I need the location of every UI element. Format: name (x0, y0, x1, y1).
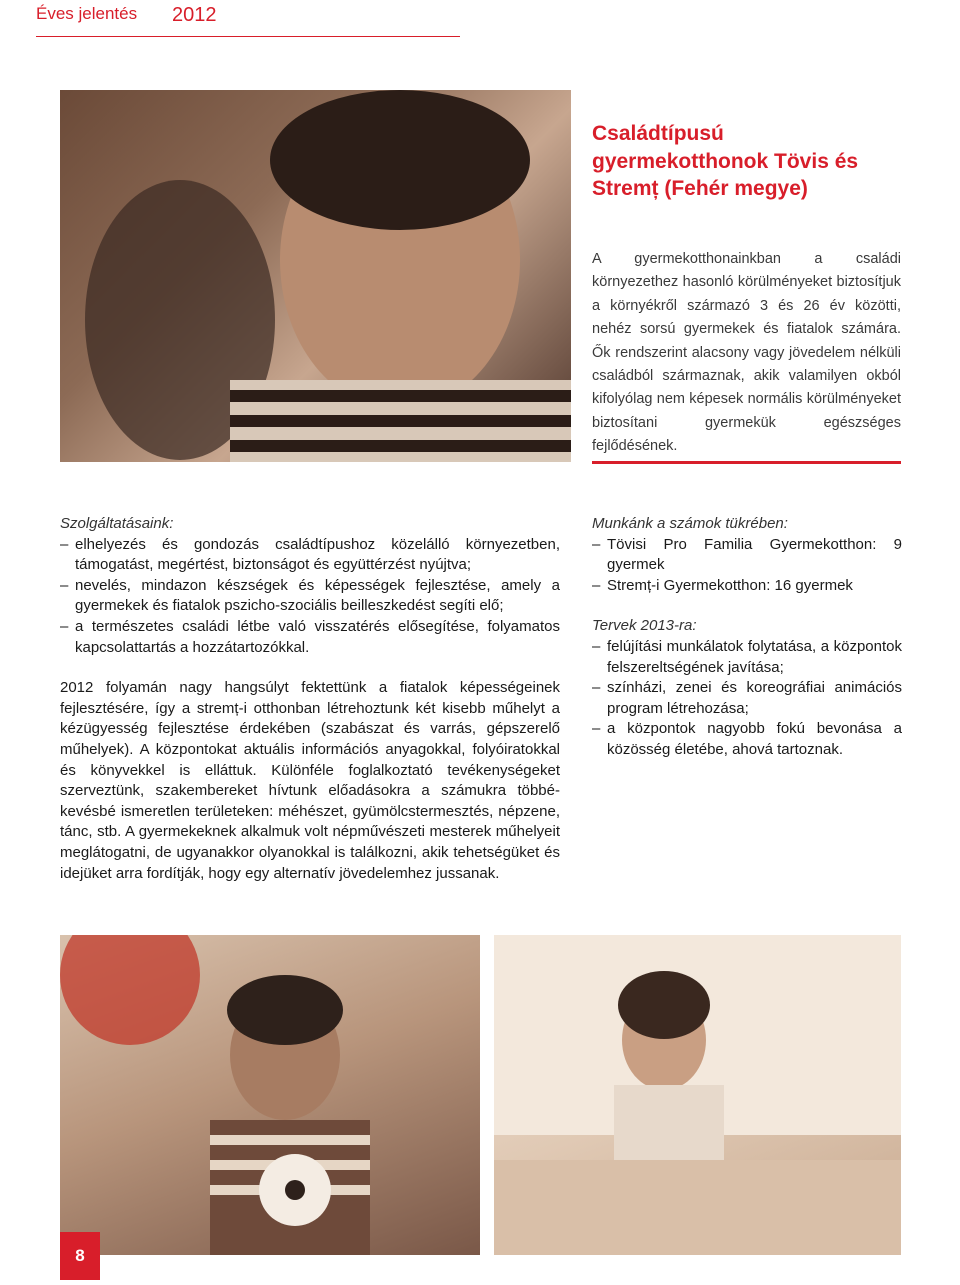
dash-marker: – (60, 535, 69, 553)
plans-item-text: színházi, zenei és koreográfiai animációs program létrehozása; (607, 679, 902, 717)
numbers-item (592, 535, 902, 576)
photo-girl-at-table (494, 935, 901, 1255)
plans-item (592, 678, 902, 719)
dash-marker: – (592, 576, 601, 594)
services-item-text: nevelés, mindazon készségek és képességek fejlesztése, amely a gyermekek és fiatalok pszicho-szociális beilleszkedést segíti elő; (75, 576, 560, 615)
photo-boy-portrait-art (60, 90, 571, 462)
services-column (60, 514, 560, 884)
plans-item-text: a központok nagyobb fokú bevonása a közösség életébe, ahová tartoznak. (607, 720, 902, 758)
photo-girl-at-table-art (494, 935, 901, 1255)
dash-marker: – (592, 535, 601, 553)
intro-paragraph: A gyermekotthonainkban a családi környezethez hasonló körülményeket biztosítjuk a környékről származó 3 és 26 év közötti, nehéz sorsú gyermekek és fiatalok számára. Ők rendszerint alacsony vagy jövedelem nélküli családból származnak, akik valamilyen okból kifolyólag nem képesek normális körülményeket biztosítani gyermekük egészséges fejlődésének. (592, 251, 901, 455)
spacer (592, 596, 902, 616)
page-header (36, 0, 460, 40)
page-number: 8 (60, 1232, 100, 1280)
services-item (60, 535, 560, 576)
dash-marker: – (592, 679, 601, 697)
header-rule (36, 36, 460, 37)
intro-rule (592, 461, 901, 464)
stats-column (592, 514, 902, 761)
body-paragraph: 2012 folyamán nagy hangsúlyt fektettünk a fiatalok képességeinek fejlesztésére, így a stremț-i otthonban létrehoztunk két kisebb műhelyt a kézügyesség fejlesztése érdekében (szabászat és varrás, gépszerelő műhelyek). A központokat aktuális információs anyagokkal, folyóiratokkal és könyvekkel is elláttuk. Különféle foglalkoztató tevékenységeket szerveztünk, szakembereket hívtunk előadásokra a számukra többé-kevésbé ismeretlen területeken: méhészet, gyümölcstermesztés, népzene, tánc, stb. A gyermekeknek alkalmuk volt népművészeti mesterek műhelyeit meglátogatni, de ugyanakkor olyanokkal is találkozni, akik tehetségüket és idejüket arra fordítják, hogy egy alternatív jövedelemhez jussanak. (60, 679, 560, 882)
photo-boy-with-ball-art (60, 935, 480, 1255)
services-item (60, 617, 560, 658)
plans-item (592, 637, 902, 678)
dash-marker: – (592, 637, 601, 655)
plans-item (592, 719, 902, 760)
dash-marker: – (592, 720, 601, 738)
services-item-text: elhelyezés és gondozás családtípushoz közelálló környezetben, támogatást, megértést, biztonságot és együttérzést nyújtva; (75, 535, 560, 574)
photo-boy-portrait (60, 90, 571, 462)
dash-marker: – (60, 576, 69, 594)
numbers-item (592, 576, 902, 597)
plans-item-text: felújítási munkálatok folytatása, a központok felszereltségének javítása; (607, 637, 902, 676)
numbers-heading: Munkánk a számok tükrében: (592, 515, 788, 532)
report-year: 2012 (172, 4, 217, 26)
services-item (60, 576, 560, 617)
photo-boy-with-ball (60, 935, 480, 1255)
numbers-item-text: Tövisi Pro Familia Gyermekotthon: 9 gyermek (607, 535, 902, 574)
services-heading: Szolgáltatásaink: (60, 515, 174, 532)
numbers-item-text: Stremț-i Gyermekotthon: 16 gyermek (607, 576, 853, 594)
dash-marker: – (60, 617, 69, 635)
plans-heading: Tervek 2013-ra: (592, 617, 697, 635)
section-title: Családtípusú gyermekotthonok Tövis és Stremț (Fehér megye) (592, 122, 859, 200)
services-item-text: a természetes családi létbe való visszatérés elősegítése, folyamatos kapcsolattartás a hozzátartozókkal. (75, 617, 560, 656)
report-label: Éves jelentés (36, 4, 138, 23)
